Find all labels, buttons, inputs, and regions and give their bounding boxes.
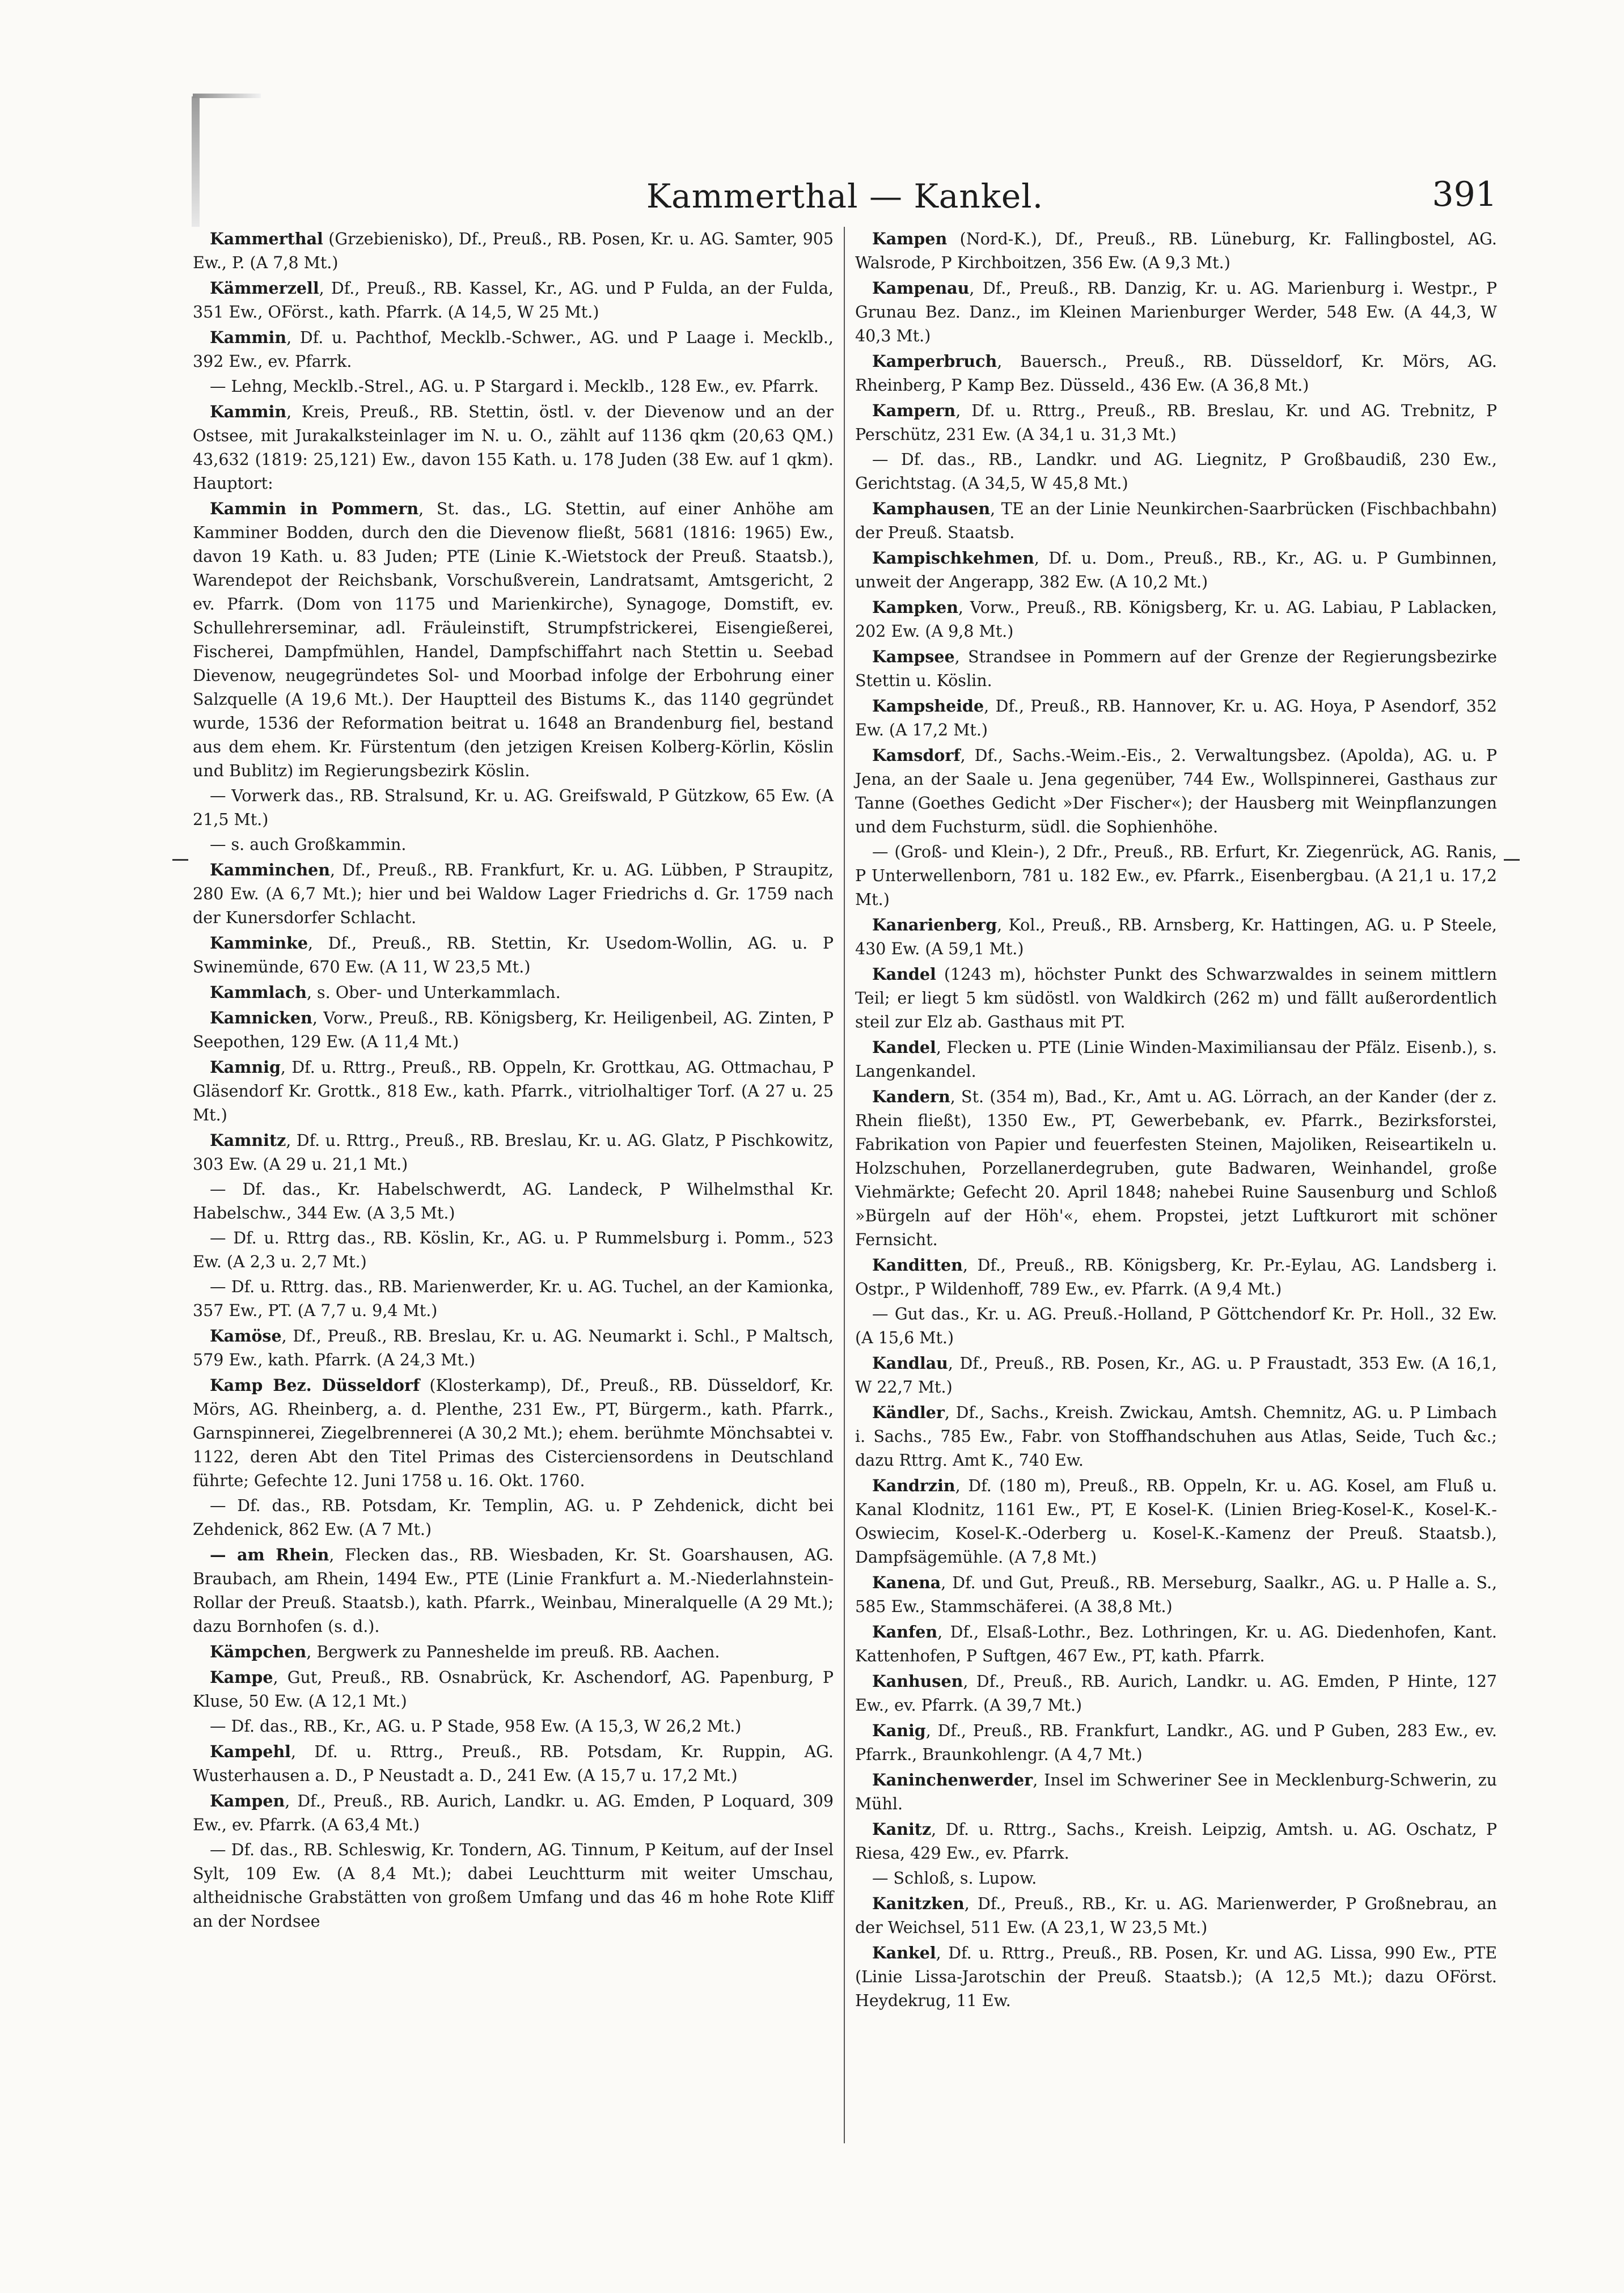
dictionary-entry bbox=[193, 1373, 834, 1493]
dictionary-entry bbox=[855, 1719, 1497, 1767]
entry-text: , Df. u. Pachthof, Mecklb.-Schwer., AG. und P Laage i. Mecklb., 392 Ew., ev. Pfarrk. bbox=[193, 328, 834, 371]
dictionary-entry bbox=[855, 448, 1497, 496]
entry-text: , Df. u. Rttrg., Preuß., RB. Posen, Kr. und AG. Lissa, 990 Ew., PTE (Linie Lissa-Jarotschin der Preuß. Staatsb.); (A 12,5 Mt.); dazu OFörst. Heydekrug, 11 Ew. bbox=[855, 1944, 1497, 2010]
dictionary-entry bbox=[855, 1401, 1497, 1473]
entry-headword: Kändler bbox=[872, 1403, 945, 1422]
entry-headword: Kamphausen bbox=[872, 499, 991, 518]
entry-headword: Kanhusen bbox=[872, 1672, 963, 1691]
entry-headword: Kamnicken bbox=[210, 1008, 312, 1027]
entry-headword: Kandel bbox=[872, 964, 936, 984]
entry-text: , Strandsee in Pommern auf der Grenze der Regierungsbezirke Stettin u. Köslin. bbox=[855, 648, 1497, 690]
dictionary-entry bbox=[193, 400, 834, 496]
entry-headword: Kampken bbox=[872, 598, 958, 617]
entry-headword: — am Rhein bbox=[210, 1545, 329, 1564]
dictionary-entry bbox=[193, 227, 834, 275]
entry-headword: Kammin bbox=[210, 328, 287, 347]
dictionary-entry bbox=[855, 1571, 1497, 1619]
dictionary-entry bbox=[193, 1640, 834, 1664]
dictionary-entry bbox=[855, 227, 1497, 275]
dictionary-entry bbox=[855, 1253, 1497, 1301]
entry-headword: Kammerthal bbox=[210, 229, 323, 248]
entry-headword: Kanig bbox=[872, 1721, 926, 1740]
entry-text: — Df. das., RB., Landkr. und AG. Liegnitz, P Großbaudiß, 230 Ew., Gerichtstag. (A 34,5, W 45,8 Mt.) bbox=[855, 450, 1497, 493]
entry-headword: Kampischkehmen bbox=[872, 548, 1034, 568]
dictionary-entry bbox=[193, 1178, 834, 1225]
entry-headword: Kamnig bbox=[210, 1057, 281, 1077]
entry-text: , Gut, Preuß., RB. Osnabrück, Kr. Aschendorf, AG. Papenburg, P Kluse, 50 Ew. (A 12,1 Mt.) bbox=[193, 1668, 834, 1711]
entry-text: — s. auch Großkammin. bbox=[210, 835, 407, 854]
right-column bbox=[845, 227, 1497, 2143]
margin-mark-left bbox=[172, 859, 188, 861]
entry-text: , Df., Preuß., RB. Stettin, Kr. Usedom-Wollin, AG. u. P Swinemünde, 670 Ew. (A 11, W 23,5 Mt.) bbox=[193, 934, 834, 976]
entry-text: , Df., Preuß., RB. Danzig, Kr. u. AG. Marienburg i. Westpr., P Grunau Bez. Danz., im Kleinen Marienburger Werder, 548 Ew. (A 44,3, W 40,3 Mt.) bbox=[855, 279, 1497, 345]
dictionary-entry bbox=[193, 1494, 834, 1542]
entry-headword: Kanarienberg bbox=[872, 915, 997, 934]
entry-text: , Kreis, Preuß., RB. Stettin, östl. v. der Dievenow und an der Ostsee, mit Jurakalksteinlager im N. u. O., zählt auf 1136 qkm (20,63 QM.) 43,632 (1819: 25,121) Ew., davon 155 Kath. u. 178 Juden (38 Ew. auf 1 qkm). Hauptort: bbox=[193, 403, 834, 493]
entry-headword: Kanitz bbox=[872, 1820, 932, 1839]
entry-text: , Df., Sachs.-Weim.-Eis., 2. Verwaltungsbez. (Apolda), AG. u. P Jena, an der Saale u. Jena gegenüber, 744 Ew., Wollspinnerei, Gasthaus zur Tanne (Goethes Gedicht »Der Fischer«); der Hausberg mit Weinpflanzungen und dem Fuchsturm, südl. die Sophienhöhe. bbox=[855, 746, 1497, 836]
dictionary-entry bbox=[855, 1035, 1497, 1084]
entry-headword: Kammlach bbox=[210, 983, 307, 1002]
entry-text: , Df. u. Rttrg., Sachs., Kreish. Leipzig, Amtsh. u. AG. Oschatz, P Riesa, 429 Ew., ev. Pfarrk. bbox=[855, 1820, 1497, 1863]
dictionary-entry bbox=[193, 858, 834, 930]
dictionary-entry bbox=[193, 1055, 834, 1127]
entry-headword: Kanena bbox=[872, 1573, 941, 1592]
entry-headword: Kamsdorf bbox=[872, 746, 961, 765]
entry-text: (Klosterkamp), Df., Preuß., RB. Düsseldorf, Kr. Mörs, AG. Rheinberg, a. d. Plenthe, 231 Ew., PT, Bürgerm., kath. Pfarrk., Garnspinnerei, Ziegelbrennerei (A 30,2 Mt.); ehem. berühmte Mönchsabtei v. 1122, deren Abt den Titel Primas des Cisterciensordens in Deutschland führte; Gefechte 12. Juni 1758 u. 16. Okt. 1760. bbox=[193, 1376, 834, 1490]
entry-headword: Kampsee bbox=[872, 647, 955, 666]
entry-text: — (Groß- und Klein-), 2 Dfr., Preuß., RB. Erfurt, Kr. Ziegenrück, AG. Ranis, P Unterwellenborn, 781 u. 182 Ew., ev. Pfarrk., Eisenbergbau. (A 21,1 u. 17,2 Mt.) bbox=[855, 843, 1497, 909]
dictionary-entry bbox=[193, 375, 834, 399]
entry-text: , Df. und Gut, Preuß., RB. Merseburg, Saalkr., AG. u. P Halle a. S., 585 Ew., Stammschäferei. (A 38,8 Mt.) bbox=[855, 1573, 1497, 1616]
entry-headword: Kandern bbox=[872, 1087, 950, 1106]
page-number: 391 bbox=[1432, 175, 1497, 214]
entry-text: — Vorwerk das., RB. Stralsund, Kr. u. AG. Greifswald, P Gützkow, 65 Ew. (A 21,5 Mt.) bbox=[193, 786, 834, 829]
running-head bbox=[193, 164, 1497, 221]
entry-text: , Df. u. Rttrg., Preuß., RB. Oppeln, Kr. Grottkau, AG. Ottmachau, P Gläsendorf Kr. Grottk., 818 Ew., kath. Pfarrk., vitriolhaltiger Torf. (A 27 u. 25 Mt.) bbox=[193, 1058, 834, 1124]
dictionary-entry bbox=[193, 1324, 834, 1372]
dictionary-entry bbox=[855, 1620, 1497, 1668]
scan-edge-mark-top bbox=[193, 94, 261, 98]
dictionary-entry bbox=[855, 840, 1497, 912]
dictionary-entry bbox=[193, 1226, 834, 1274]
entry-headword: Kanditten bbox=[872, 1255, 963, 1275]
dictionary-entry bbox=[193, 1715, 834, 1738]
entry-headword: Kämpchen bbox=[210, 1642, 307, 1661]
entry-text: , s. Ober- und Unterkammlach. bbox=[306, 983, 561, 1002]
entry-text: , Df., Preuß., RB. Aurich, Landkr. u. AG. Emden, P Loquard, 309 Ew., ev. Pfarrk. (A 63,4 Mt.) bbox=[193, 1792, 834, 1834]
entry-text: — Df. das., RB., Kr., AG. u. P Stade, 958 Ew. (A 15,3, W 26,2 Mt.) bbox=[210, 1717, 742, 1736]
dictionary-entry bbox=[855, 1867, 1497, 1890]
entry-headword: Kankel bbox=[872, 1943, 936, 1962]
entry-text: (Grzebienisko), Df., Preuß., RB. Posen, Kr. u. AG. Samter, 905 Ew., P. (A 7,8 Mt.) bbox=[193, 230, 834, 272]
entry-text: , Vorw., Preuß., RB. Königsberg, Kr. u. AG. Labiau, P Lablacken, 202 Ew. (A 9,8 Mt.) bbox=[855, 598, 1497, 641]
entry-text: , Df., Preuß., RB. Frankfurt, Landkr., AG. und P Guben, 283 Ew., ev. Pfarrk., Braunkohlengr. (A 4,7 Mt.) bbox=[855, 1721, 1497, 1764]
entry-text: , Df. (180 m), Preuß., RB. Oppeln, Kr. u. AG. Kosel, am Fluß u. Kanal Klodnitz, 1161 Ew., PT, E Kosel-K. (Linien Brieg-Kosel-K., Kosel-K.-Oswiecim, Kosel-K.-Oderberg u. Kosel-K.-Kamenz der Preuß. Staatsb.), Dampfsägemühle. (A 7,8 Mt.) bbox=[855, 1477, 1497, 1567]
dictionary-entry bbox=[855, 349, 1497, 397]
dictionary-entry bbox=[193, 1838, 834, 1934]
entry-text: , Df., Preuß., RB. Posen, Kr., AG. u. P Fraustadt, 353 Ew. (A 16,1, W 22,7 Mt.) bbox=[855, 1354, 1497, 1397]
dictionary-entry bbox=[855, 595, 1497, 644]
entry-text: — Df. das., Kr. Habelschwerdt, AG. Landeck, P Wilhelmsthal Kr. Habelschw., 344 Ew. (A 3,5 Mt.) bbox=[193, 1180, 834, 1222]
entry-text: , Df., Preuß., RB. Kassel, Kr., AG. und P Fulda, an der Fulda, 351 Ew., OFörst., kath. Pfarrk. (A 14,5, W 25 Mt.) bbox=[193, 279, 834, 321]
dictionary-entry bbox=[855, 1768, 1497, 1816]
dictionary-entry bbox=[855, 497, 1497, 545]
entry-text: , Df., Preuß., RB. Breslau, Kr. u. AG. Neumarkt i. Schl., P Maltsch, 579 Ew., kath. Pfarrk. (A 24,3 Mt.) bbox=[193, 1327, 834, 1369]
entry-text: — Df. u. Rttrg. das., RB. Marienwerder, Kr. u. AG. Tuchel, an der Kamionka, 357 Ew., PT. (A 7,7 u. 9,4 Mt.) bbox=[193, 1277, 834, 1320]
two-column-text bbox=[193, 227, 1497, 2143]
entry-headword: Kampenau bbox=[872, 278, 970, 298]
entry-headword: Kanfen bbox=[872, 1622, 938, 1642]
entry-text: , Df. u. Rttrg., Preuß., RB. Potsdam, Kr. Ruppin, AG. Wusterhausen a. D., P Neustadt a. D., 241 Ew. (A 15,7 u. 17,2 Mt.) bbox=[193, 1742, 834, 1785]
entry-headword: Kamperbruch bbox=[872, 352, 997, 371]
entry-text: , Flecken u. PTE (Linie Winden-Maximiliansau der Pfälz. Eisenb.), s. Langenkandel. bbox=[855, 1038, 1497, 1081]
entry-headword: Kämmerzell bbox=[210, 278, 319, 298]
entry-headword: Kampsheide bbox=[872, 696, 984, 716]
dictionary-entry bbox=[855, 1941, 1497, 2013]
entry-headword: Kampen bbox=[210, 1791, 285, 1810]
entry-headword: Kampern bbox=[872, 401, 956, 420]
dictionary-entry bbox=[193, 1740, 834, 1788]
dictionary-entry bbox=[193, 325, 834, 374]
entry-text: , Df., Elsaß-Lothr., Bez. Lothringen, Kr. u. AG. Diedenhofen, Kant. Kattenhofen, P Suftgen, 467 Ew., PT, kath. Pfarrk. bbox=[855, 1623, 1497, 1665]
dictionary-entry bbox=[855, 546, 1497, 594]
entry-text: , TE an der Linie Neunkirchen-Saarbrücken (Fischbachbahn) der Preuß. Staatsb. bbox=[855, 500, 1497, 542]
entry-text: , Vorw., Preuß., RB. Königsberg, Kr. Heiligenbeil, AG. Zinten, P Seepothen, 129 Ew. (A 11,4 Mt.) bbox=[193, 1009, 834, 1051]
dictionary-entry bbox=[855, 645, 1497, 693]
entry-text: , Df., Preuß., RB. Hannover, Kr. u. AG. Hoya, P Asendorf, 352 Ew. (A 17,2 Mt.) bbox=[855, 697, 1497, 739]
entry-text: , Df., Sachs., Kreish. Zwickau, Amtsh. Chemnitz, AG. u. P Limbach i. Sachs., 785 Ew., Fabr. von Stoffhandschuhen aus Atlas, Seide, Tuch &c.; dazu Rttrg. Amt K., 740 Ew. bbox=[855, 1403, 1497, 1470]
dictionary-entry bbox=[855, 962, 1497, 1034]
entry-headword: Kampe bbox=[210, 1668, 273, 1687]
entry-text: , Df. u. Rttrg., Preuß., RB. Breslau, Kr. u. AG. Glatz, P Pischkowitz, 303 Ew. (A 29 u. 21,1 Mt.) bbox=[193, 1131, 834, 1174]
entry-text: , Bauersch., Preuß., RB. Düsseldorf, Kr. Mörs, AG. Rheinberg, P Kamp Bez. Düsseld., 436 Ew. (A 36,8 Mt.) bbox=[855, 352, 1497, 395]
entry-text: , Df., Preuß., RB. Königsberg, Kr. Pr.-Eylau, AG. Landsberg i. Ostpr., P Wildenhoff, 789 Ew., ev. Pfarrk. (A 9,4 Mt.) bbox=[855, 1256, 1497, 1298]
dictionary-entry bbox=[193, 1128, 834, 1177]
entry-headword: Kamnitz bbox=[210, 1131, 286, 1150]
entry-text: — Df. das., RB. Schleswig, Kr. Tondern, AG. Tinnum, P Keitum, auf der Insel Sylt, 109 Ew. (A 8,4 Mt.); dabei Leuchtturm mit weiter Umschau, altheidnische Grabstätten von großem Umfang und das 46 m hohe Rote Kliff an der Nordsee bbox=[193, 1841, 834, 1931]
dictionary-entry bbox=[855, 1302, 1497, 1350]
dictionary-entry bbox=[193, 497, 834, 783]
dictionary-entry bbox=[855, 694, 1497, 742]
entry-headword: Kandlau bbox=[872, 1353, 948, 1373]
entry-text: , Df., Preuß., RB. Aurich, Landkr. u. AG. Emden, P Hinte, 127 Ew., ev. Pfarrk. (A 39,7 Mt.) bbox=[855, 1672, 1497, 1715]
dictionary-entry bbox=[855, 1085, 1497, 1252]
entry-text: (Nord-K.), Df., Preuß., RB. Lüneburg, Kr. Fallingbostel, AG. Walsrode, P Kirchboitzen, 356 Ew. (A 9,3 Mt.) bbox=[855, 230, 1497, 272]
entry-headword: Kamminchen bbox=[210, 860, 331, 879]
dictionary-entry bbox=[855, 1351, 1497, 1399]
entry-headword: Kammin bbox=[210, 402, 287, 421]
entry-text: , Flecken das., RB. Wiesbaden, Kr. St. Goarshausen, AG. Braubach, am Rhein, 1494 Ew., PTE (Linie Frankfurt a. M.-Niederlahnstein-Rollar der Preuß. Staatsb.), kath. Pfarrk., Weinbau, Mineralquelle (A 29 Mt.); dazu Bornhofen (s. d.). bbox=[193, 1546, 834, 1636]
dictionary-entry bbox=[855, 276, 1497, 348]
dictionary-entry bbox=[193, 1543, 834, 1639]
running-title: Kammerthal — Kankel. bbox=[646, 177, 1044, 215]
entry-headword: Kandrzin bbox=[872, 1476, 955, 1495]
dictionary-entry bbox=[193, 1665, 834, 1714]
dictionary-entry bbox=[855, 1817, 1497, 1865]
left-column bbox=[193, 227, 845, 2143]
entry-text: , St. das., LG. Stettin, auf einer Anhöhe am Kamminer Bodden, durch den die Dievenow fließt, 5681 (1816: 1965) Ew., davon 19 Kath. u. 83 Juden; PTE (Linie K.-Wietstock der Preuß. Staatsb.), Warendepot der Reichsbank, Vorschußverein, Landratsamt, Amtsgericht, 2 ev. Pfarrk. (Dom von 1175 und Marienkirche), Synagoge, Domstift, ev. Schullehrerseminar, adl. Fräuleinstift, Strumpfstrickerei, Eisengießerei, Fischerei, Dampfmühlen, Handel, Dampfschiffahrt nach Stettin u. Seebad Dievenow, neugegründetes Sol- und Moorbad infolge der Erbohrung einer Salzquelle (A 19,6 Mt.). Der Hauptteil des Bistums K., das 1140 gegründet wurde, 1536 der Reformation beitrat u. 1648 an Brandenburg fiel, bestand aus dem ehem. Kr. Fürstentum (den jetzigen Kreisen Kolberg-Körlin, Köslin und Bublitz) im Regierungsbezirk Köslin. bbox=[193, 500, 834, 780]
entry-text: , Df. u. Rttrg., Preuß., RB. Breslau, Kr. und AG. Trebnitz, P Perschütz, 231 Ew. (A 34,1 u. 31,3 Mt.) bbox=[855, 401, 1497, 444]
entry-headword: Kampehl bbox=[210, 1742, 291, 1761]
entry-text: , Kol., Preuß., RB. Arnsberg, Kr. Hattingen, AG. u. P Steele, 430 Ew. (A 59,1 Mt.) bbox=[855, 916, 1497, 958]
entry-text: — Gut das., Kr. u. AG. Preuß.-Holland, P Göttchendorf Kr. Pr. Holl., 32 Ew. (A 15,6 Mt.) bbox=[855, 1305, 1497, 1347]
entry-text: , Bergwerk zu Panneshelde im preuß. RB. Aachen. bbox=[306, 1643, 720, 1661]
dictionary-entry bbox=[855, 1474, 1497, 1569]
dictionary-entry bbox=[193, 276, 834, 324]
dictionary-entry bbox=[855, 1892, 1497, 1940]
dictionary-entry bbox=[193, 1006, 834, 1054]
entry-text: — Df. das., RB. Potsdam, Kr. Templin, AG. u. P Zehdenick, dicht bei Zehdenick, 862 Ew. (A 7 Mt.) bbox=[193, 1496, 834, 1539]
entry-headword: Kandel bbox=[872, 1038, 936, 1057]
entry-text: , Df. u. Dom., Preuß., RB., Kr., AG. u. P Gumbinnen, unweit der Angerapp, 382 Ew. (A 10,2 Mt.) bbox=[855, 549, 1497, 591]
dictionary-entry bbox=[193, 931, 834, 979]
entry-headword: Kanitzken bbox=[872, 1894, 965, 1913]
dictionary-entry bbox=[193, 1789, 834, 1837]
entry-headword: Kamp Bez. Düsseldorf bbox=[210, 1376, 420, 1395]
dictionary-entry bbox=[193, 980, 834, 1005]
entry-text: , Df., Preuß., RB., Kr. u. AG. Marienwerder, P Großnebrau, an der Weichsel, 511 Ew. (A 23,1, W 23,5 Mt.) bbox=[855, 1894, 1497, 1937]
entry-headword: Kammin in Pommern bbox=[210, 499, 419, 518]
entry-text: , St. (354 m), Bad., Kr., Amt u. AG. Lörrach, an der Kander (der z. Rhein fließt), 1350 Ew., PT, Gewerbebank, ev. Pfarrk., Bezirksforstei, Fabrikation von Papier und feuerfesten Steinen, Majoliken, Reiseartikeln u. Holzschuhen, Porzellanerdegruben, gute Badwaren, Weinhandel, große Viehmärkte; Gefecht 20. April 1848; nahebei Ruine Sausenburg und Schloß »Bürgeln auf der Höh'«, ehem. Propstei, jetzt Luftkurort mit schöner Fernsicht. bbox=[855, 1088, 1497, 1249]
entry-text: — Schloß, s. Lupow. bbox=[872, 1869, 1037, 1888]
dictionary-entry bbox=[193, 784, 834, 832]
dictionary-entry bbox=[855, 399, 1497, 447]
entry-headword: Kamöse bbox=[210, 1326, 282, 1346]
dictionary-entry bbox=[855, 1669, 1497, 1717]
entry-text: , Df., Preuß., RB. Frankfurt, Kr. u. AG. Lübben, P Straupitz, 280 Ew. (A 6,7 Mt.); hier und bei Waldow Lager Friedrichs d. Gr. 1759 nach der Kunersdorfer Schlacht. bbox=[193, 861, 834, 927]
entry-text: (1243 m), höchster Punkt des Schwarzwaldes in seinem mittlern Teil; er liegt 5 km südöstl. von Waldkirch (262 m) und fällt außerordentlich steil zur Elz ab. Gasthaus mit PT. bbox=[855, 965, 1497, 1031]
entry-text: — Df. u. Rttrg das., RB. Köslin, Kr., AG. u. P Rummelsburg i. Pomm., 523 Ew. (A 2,3 u. 2,7 Mt.) bbox=[193, 1229, 834, 1271]
entry-headword: Kaninchenwerder bbox=[872, 1770, 1033, 1789]
entry-headword: Kampen bbox=[872, 229, 948, 248]
dictionary-entry bbox=[193, 1275, 834, 1323]
dictionary-entry bbox=[855, 913, 1497, 961]
dictionary-entry bbox=[193, 833, 834, 857]
margin-mark-right bbox=[1504, 859, 1520, 861]
entry-text: — Lehng, Mecklb.-Strel., AG. u. P Stargard i. Mecklb., 128 Ew., ev. Pfarrk. bbox=[210, 377, 819, 396]
entry-headword: Kamminke bbox=[210, 933, 308, 953]
dictionary-entry bbox=[855, 743, 1497, 839]
entry-text: , Insel im Schweriner See in Mecklenburg-Schwerin, zu Mühl. bbox=[855, 1771, 1497, 1813]
